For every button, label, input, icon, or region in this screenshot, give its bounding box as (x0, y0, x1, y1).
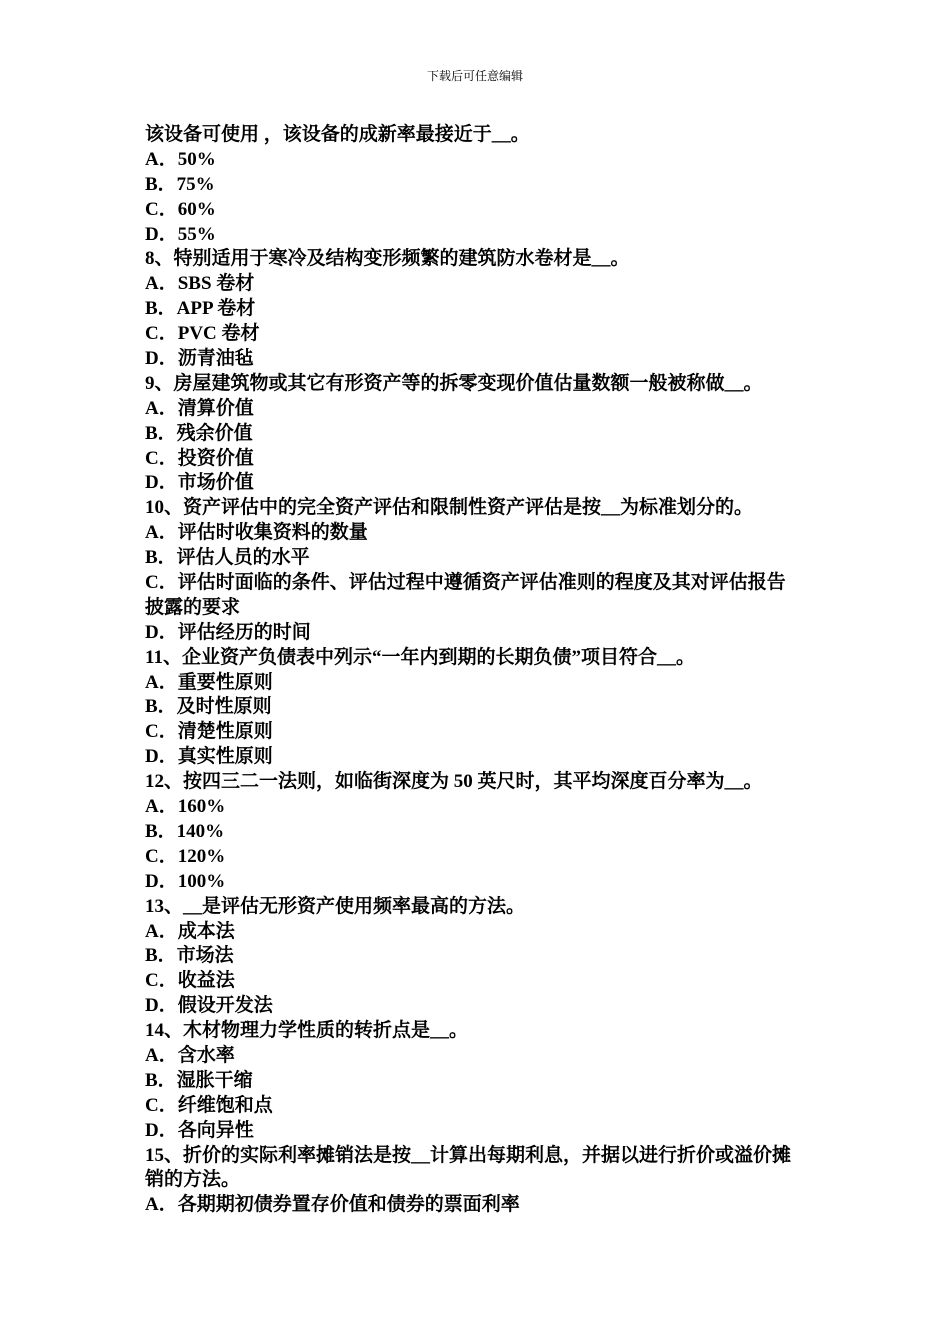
text-line: B．市场法 (145, 945, 234, 967)
text-line: 9、房屋建筑物或其它有形资产等的拆零变现价值估量数额一般被称做__。 (145, 372, 763, 394)
text-line: D．假设开发法 (145, 995, 273, 1017)
text-line: A．SBS 卷材 (145, 273, 255, 295)
text-line: B．140% (145, 820, 225, 842)
text-line: C．清楚性原则 (145, 721, 273, 743)
text-line: C．评估时面临的条件、评估过程中遵循资产评估准则的程度及其对评估报告 (145, 572, 786, 594)
text-line: B．及时性原则 (145, 696, 272, 718)
text-line: B．湿胀干缩 (145, 1069, 253, 1091)
text-line: 8、特别适用于寒冷及结构变形频繁的建筑防水卷材是__。 (145, 248, 630, 270)
text-line: D．100% (145, 870, 226, 892)
text-line: D．评估经历的时间 (145, 621, 311, 643)
text-line: C．收益法 (145, 970, 235, 992)
text-line: B．75% (145, 173, 215, 195)
text-line: A．160% (145, 796, 226, 818)
text-line: C．纤维饱和点 (145, 1094, 273, 1116)
text-line: A．评估时收集资料的数量 (145, 522, 368, 544)
text-line: A．清算价值 (145, 397, 254, 419)
text-line: 12、按四三二一法则，如临街深度为 50 英尺时，其平均深度百分率为__。 (145, 771, 763, 793)
text-line: 11、企业资产负债表中列示“一年内到期的长期负债”项目符合__。 (145, 646, 695, 668)
text-line: A．成本法 (145, 920, 235, 942)
text-line: A．各期期初债券置存价值和债券的票面利率 (145, 1194, 520, 1216)
text-line: 该设备可使用 ，该设备的成新率最接近于__。 (145, 124, 530, 145)
text-line: B．APP 卷材 (145, 298, 256, 320)
text-line: A．50% (145, 148, 216, 170)
text-line: 披露的要求 (145, 596, 241, 618)
text-line: D．市场价值 (145, 472, 254, 494)
text-line: B．残余价值 (145, 422, 253, 444)
text-line: D．各向异性 (145, 1119, 254, 1141)
text-line: A．含水率 (145, 1044, 235, 1066)
text-line: 10、资产评估中的完全资产评估和限制性资产评估是按__为标准划分的。 (145, 497, 754, 519)
page-header: 下载后可任意编辑 (426, 69, 523, 83)
text-line: B．评估人员的水平 (145, 547, 310, 569)
text-line: C．PVC 卷材 (145, 323, 260, 345)
text-line: 13、__是评估无形资产使用频率最高的方法。 (145, 895, 526, 917)
text-line: D．沥青油毡 (145, 348, 254, 370)
text-line: C．投资价值 (145, 447, 254, 469)
text-line: 15、折价的实际利率摊销法是按__计算出每期利息，并据以进行折价或溢价摊 (145, 1144, 792, 1166)
document-body (145, 123, 813, 1218)
text-line: C．60% (145, 198, 216, 220)
text-line: C．120% (145, 845, 226, 867)
text-line: A．重要性原则 (145, 671, 273, 693)
text-line: 14、木材物理力学性质的转折点是__。 (145, 1020, 469, 1042)
text-line: D．真实性原则 (145, 746, 273, 768)
text-line: 销的方法。 (145, 1169, 241, 1191)
text-line: D．55% (145, 223, 216, 245)
